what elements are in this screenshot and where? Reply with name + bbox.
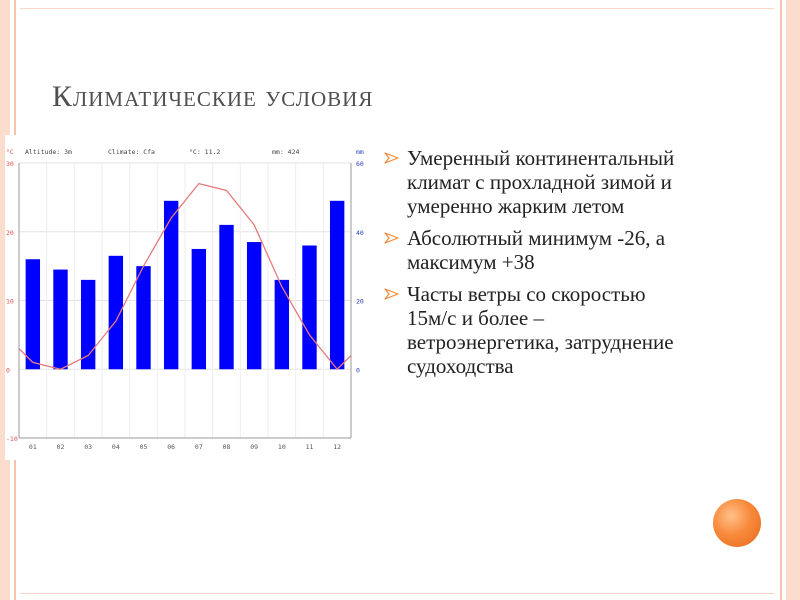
bar bbox=[302, 246, 316, 370]
climate-chart bbox=[5, 135, 375, 460]
bullet-text: Умеренный континентальный климат с прохладной зимой и умеренно жарким летом bbox=[407, 146, 675, 218]
right-tick-label: 60 bbox=[356, 160, 364, 168]
bar bbox=[219, 225, 233, 369]
bullet-text: Абсолютный минимум -26, а максимум +38 bbox=[407, 226, 666, 274]
chart-grid bbox=[19, 163, 351, 438]
frame-right-line bbox=[780, 0, 782, 600]
x-tick-label: 11 bbox=[305, 443, 314, 451]
right-unit-label: mm bbox=[356, 148, 364, 156]
right-tick-label: 20 bbox=[356, 297, 364, 306]
frame-right-border bbox=[786, 0, 800, 600]
left-tick-label: -10 bbox=[6, 435, 18, 443]
bar bbox=[330, 201, 344, 369]
frame-bottom-line bbox=[20, 593, 774, 594]
x-tick-label: 09 bbox=[250, 443, 259, 451]
x-tick-label: 04 bbox=[111, 443, 120, 451]
decorative-orange-circle bbox=[713, 499, 761, 547]
bullet-item-winds bbox=[383, 282, 683, 378]
left-unit-label: °C bbox=[6, 148, 14, 156]
header-climate: Climate: Cfa bbox=[108, 148, 155, 156]
hollow-arrow-icon bbox=[383, 149, 401, 167]
left-tick-label: 20 bbox=[6, 228, 14, 237]
bar bbox=[53, 270, 67, 370]
hollow-arrow-icon bbox=[383, 285, 401, 303]
bar bbox=[26, 259, 40, 369]
x-tick-label: 01 bbox=[28, 443, 37, 451]
bullet-item-extremes bbox=[383, 226, 683, 274]
bar bbox=[247, 242, 261, 369]
bar bbox=[192, 249, 206, 369]
right-tick-label: 40 bbox=[356, 228, 364, 237]
x-tick-label: 10 bbox=[277, 443, 286, 451]
x-tick-label: 03 bbox=[84, 443, 93, 451]
header-temperature: °C: 11.2 bbox=[189, 148, 221, 156]
left-tick-label: 0 bbox=[6, 366, 10, 375]
x-tick-label: 05 bbox=[139, 443, 148, 451]
x-tick-label: 07 bbox=[194, 443, 203, 451]
bullet-text: Часты ветры со скоростью 15м/с и более – ветроэнергетика, затруднение судоходства bbox=[407, 282, 674, 378]
hollow-arrow-icon bbox=[383, 229, 401, 247]
header-altitude: Altitude: 3m bbox=[25, 148, 72, 156]
x-tick-label: 06 bbox=[167, 443, 176, 451]
x-tick-label: 12 bbox=[333, 443, 342, 451]
x-tick-label: 08 bbox=[222, 443, 231, 451]
bullet-list bbox=[383, 146, 683, 386]
right-tick-label: 0 bbox=[356, 366, 360, 375]
bar bbox=[275, 280, 289, 369]
chart-header bbox=[6, 148, 364, 156]
bar bbox=[136, 266, 150, 369]
left-tick-label: 10 bbox=[6, 297, 14, 306]
frame-top-line bbox=[20, 8, 774, 9]
x-tick-label: 02 bbox=[56, 443, 65, 451]
bullet-item-climate bbox=[383, 146, 683, 218]
left-tick-label: 30 bbox=[6, 160, 14, 168]
slide-title: Климатические условия bbox=[52, 80, 374, 113]
header-precipitation: mm: 424 bbox=[272, 148, 300, 156]
